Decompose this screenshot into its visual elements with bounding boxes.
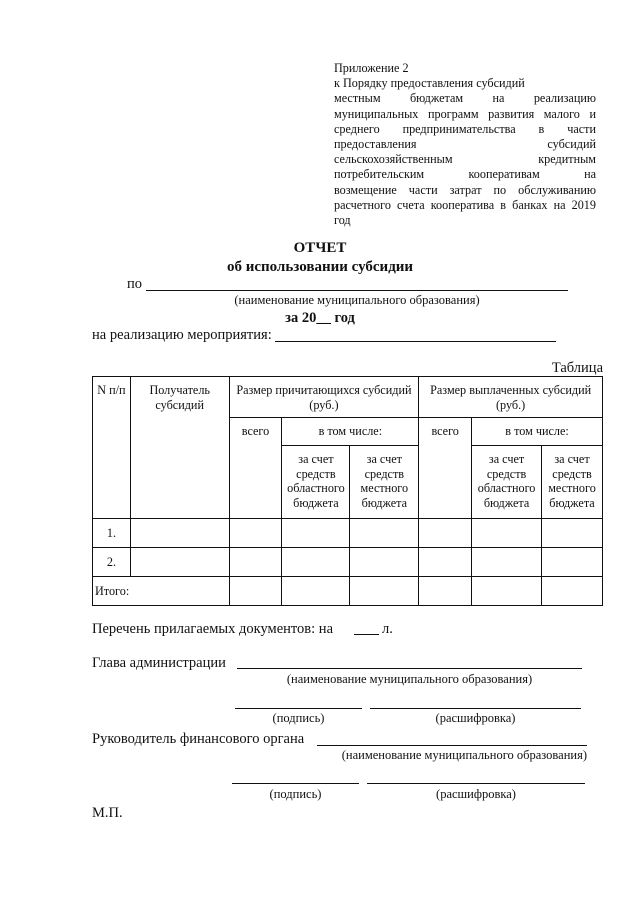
header-due-total: всего xyxy=(229,418,282,519)
stamp-place: М.П. xyxy=(92,805,123,821)
docs-suffix: л. xyxy=(382,621,393,637)
appendix-line: муниципальных программ развития малого и xyxy=(334,106,596,121)
head-label: Глава администрации xyxy=(92,655,226,671)
head-municipality-caption: (наименование муниципального образования) xyxy=(286,672,533,686)
table-cell xyxy=(282,577,350,606)
header-paid: Размер выплаченных субсидий (руб.) xyxy=(419,377,603,418)
docs-label: Перечень прилагаемых документов: на xyxy=(92,621,333,637)
event-line xyxy=(275,341,556,342)
head-decode-line xyxy=(370,708,581,709)
head-municipality-line xyxy=(237,668,582,669)
report-title: ОТЧЕТ xyxy=(293,240,347,256)
subsidy-table xyxy=(92,376,603,606)
header-due: Размер причитающихся субсидий (руб.) xyxy=(229,377,419,418)
table-cell xyxy=(130,548,229,577)
table-cell xyxy=(229,548,282,577)
head-signature-caption: (подпись) xyxy=(272,711,325,725)
docs-count-line xyxy=(354,634,379,635)
appendix-block xyxy=(334,61,596,228)
table-cell xyxy=(419,577,472,606)
row-number: 2. xyxy=(93,548,131,577)
head-signature-line xyxy=(235,708,362,709)
table-cell xyxy=(350,519,419,548)
appendix-line: местным бюджетам на реализацию xyxy=(334,91,596,106)
table-cell xyxy=(229,519,282,548)
table-cell xyxy=(419,548,472,577)
fin-signature-line xyxy=(232,783,359,784)
fin-decode-line xyxy=(367,783,585,784)
fin-decode-caption: (расшифровка) xyxy=(436,787,516,801)
total-label: Итого: xyxy=(93,577,230,606)
table-cell xyxy=(282,519,350,548)
table-cell xyxy=(130,519,229,548)
table-row xyxy=(93,548,603,577)
appendix-line: Приложение 2 xyxy=(334,61,409,75)
table-caption: Таблица xyxy=(551,360,603,376)
report-year: за 20__ год xyxy=(285,310,355,326)
header-paid-regional: за счет средств областного бюджета xyxy=(472,446,542,519)
table-cell xyxy=(542,548,603,577)
fin-label: Руководитель финансового органа xyxy=(92,731,305,747)
table-cell xyxy=(229,577,282,606)
appendix-line: расчетного счета кооператива в банках на 2019 xyxy=(334,197,596,212)
appendix-line: предоставления субсидий xyxy=(334,137,596,152)
report-subtitle: об использовании субсидии xyxy=(226,259,414,275)
appendix-line: сельскохозяйственным кредитным xyxy=(334,152,596,167)
table-cell xyxy=(350,577,419,606)
appendix-line: возмещение части затрат по обслуживанию xyxy=(334,182,596,197)
table-row-total xyxy=(93,577,603,606)
municipality-caption: (наименование муниципального образования) xyxy=(234,293,480,307)
fin-municipality-line xyxy=(317,745,587,746)
row-number: 1. xyxy=(93,519,131,548)
header-due-including: в том числе: xyxy=(282,418,419,446)
appendix-line: среднего предпринимательства в части xyxy=(334,121,596,136)
fin-municipality-caption: (наименование муниципального образования) xyxy=(341,748,587,762)
table-cell xyxy=(350,548,419,577)
table-cell xyxy=(472,577,542,606)
head-decode-caption: (расшифровка) xyxy=(435,711,516,725)
header-due-local: за счет средств местного бюджета xyxy=(350,446,419,519)
header-due-regional: за счет средств областного бюджета xyxy=(282,446,350,519)
header-paid-including: в том числе: xyxy=(472,418,603,446)
municipality-line xyxy=(146,290,568,291)
table-cell xyxy=(542,577,603,606)
table-cell xyxy=(472,548,542,577)
appendix-line: год xyxy=(334,213,351,228)
appendix-line: потребительским кооперативам на xyxy=(334,167,596,182)
appendix-line: к Порядку предоставления субсидий xyxy=(334,76,525,91)
header-n: N п/п xyxy=(93,377,131,519)
header-paid-local: за счет средств местного бюджета xyxy=(542,446,603,519)
table-cell xyxy=(282,548,350,577)
event-label: на реализацию мероприятия: xyxy=(92,327,272,343)
po-label: по xyxy=(127,276,143,292)
table-cell xyxy=(419,519,472,548)
table-cell xyxy=(472,519,542,548)
table-cell xyxy=(542,519,603,548)
table-row xyxy=(93,519,603,548)
header-paid-total: всего xyxy=(419,418,472,519)
fin-signature-caption: (подпись) xyxy=(269,787,322,801)
header-recipient: Получатель субсидий xyxy=(130,377,229,519)
